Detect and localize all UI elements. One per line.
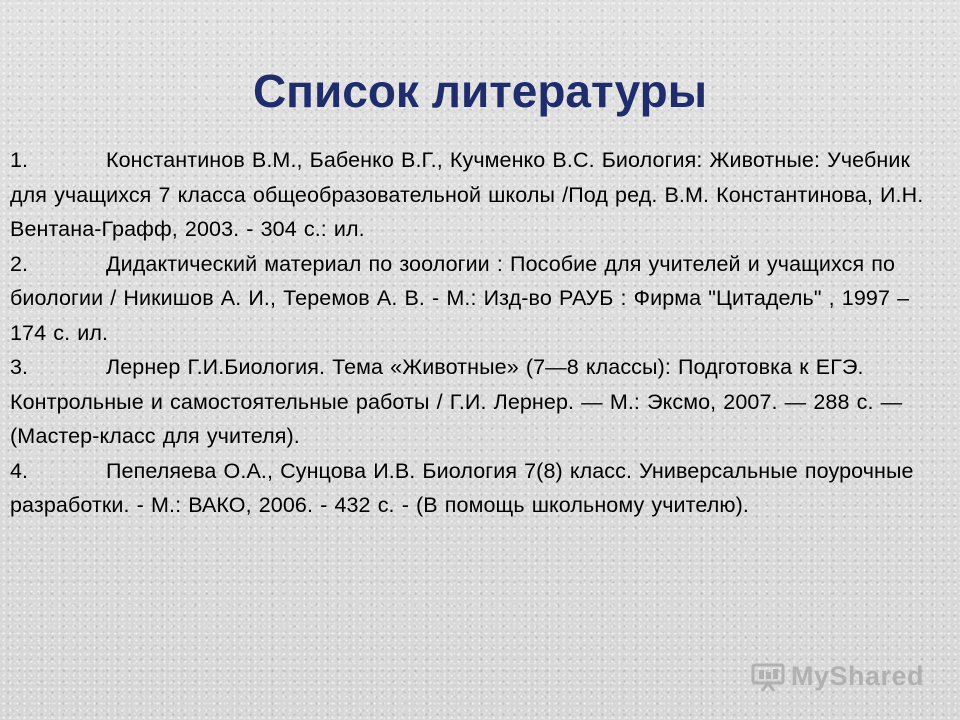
reference-item xyxy=(10,454,950,523)
watermark-logo xyxy=(751,661,924,692)
reference-number: 2. xyxy=(10,251,29,276)
reference-text: Лернер Г.И.Биология. Тема «Животные» (7—8 классы): Подготовка к ЕГЭ. Контрольные и самостоятельные работы / Г.И. Лернер. — М.: Эксмо, 2007. — 288 с. — (Мастер-класс для учителя). xyxy=(10,355,903,448)
reference-number: 4. xyxy=(10,458,29,483)
reference-text: Дидактический материал по зоологии : Пособие для учителей и учащихся по биологии / Никишов А. И., Теремов А. В. - М.: Изд-во РАУБ : Фирма "Цитадель" , 1997 – 174 с. ил. xyxy=(10,251,910,345)
reference-item xyxy=(10,143,950,247)
reference-item xyxy=(10,350,950,454)
reference-item xyxy=(10,247,950,351)
reference-text: Пепеляева О.А., Сунцова И.В. Биология 7(8) класс. Универсальные поурочные разработки. - М.: ВАКО, 2006. - 432 с. - (В помощь школьному учителю). xyxy=(10,458,914,517)
reference-number: 3. xyxy=(10,355,29,379)
reference-number: 1. xyxy=(10,148,29,172)
presentation-board-icon xyxy=(751,662,785,692)
reference-text: Константинов В.М., Бабенко В.Г., Кучменко В.С. Биология: Животные: Учебник для учащихся 7 класса общеобразовательной школы /Под ред. В.М. Константинова, И.Н. Вентана-Графф, 2003. - 304 с.: ил. xyxy=(10,148,924,241)
page-title: Список литературы xyxy=(252,65,708,117)
watermark-text: MyShared xyxy=(790,661,924,691)
reference-list xyxy=(10,143,950,523)
